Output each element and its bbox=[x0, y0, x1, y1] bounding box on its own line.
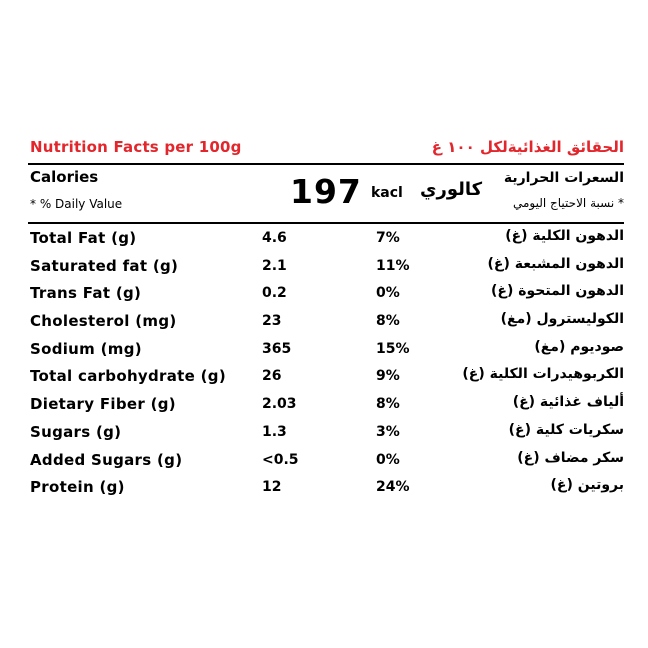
nutrient-value: 2.1 bbox=[262, 257, 287, 274]
nutrient-name-arabic: الدهون المتحوة (غ) bbox=[491, 283, 624, 300]
calories-label: Calories bbox=[30, 168, 99, 186]
nutrient-value: 12 bbox=[262, 479, 282, 496]
nutrient-table bbox=[28, 225, 624, 502]
nutrient-percent: 0% bbox=[376, 451, 400, 468]
nutrient-value: 2.03 bbox=[262, 396, 297, 413]
nutrient-name: Total carbohydrate (g) bbox=[30, 367, 226, 386]
nutrient-row-trans-fat bbox=[28, 280, 624, 308]
nutrient-name-arabic: الدهون المشبعة (غ) bbox=[487, 255, 624, 272]
nutrient-name: Cholesterol (mg) bbox=[30, 312, 177, 331]
nutrition-facts-panel bbox=[28, 138, 624, 164]
calories-unit-arabic: كالوري bbox=[420, 179, 483, 200]
calories-label-arabic: السعرات الحرارية bbox=[503, 170, 624, 186]
calories-unit-english: kacl bbox=[371, 185, 403, 201]
daily-value-label: * % Daily Value bbox=[30, 197, 123, 211]
nutrition-header bbox=[28, 138, 624, 164]
nutrient-percent: 8% bbox=[376, 396, 400, 413]
nutrient-percent: 11% bbox=[376, 257, 410, 274]
nutrient-row-sodium bbox=[28, 336, 624, 364]
nutrient-name-arabic: الدهون الكلية (غ) bbox=[505, 228, 624, 244]
nutrient-value: 4.6 bbox=[262, 230, 287, 246]
nutrient-name: Dietary Fiber (g) bbox=[30, 395, 176, 414]
nutrient-percent: 15% bbox=[376, 340, 410, 357]
nutrient-row-total-fat bbox=[28, 225, 624, 253]
nutrient-percent: 7% bbox=[376, 230, 400, 246]
nutrient-name: Added Sugars (g) bbox=[30, 450, 183, 469]
nutrient-row-added-sugars bbox=[28, 447, 624, 475]
nutrient-value: <0.5 bbox=[262, 451, 299, 468]
nutrient-name: Sugars (g) bbox=[30, 422, 122, 441]
title-arabic: الحقائق الغذائيةلكل ١٠٠ غ bbox=[431, 138, 624, 156]
nutrient-row-cholesterol bbox=[28, 308, 624, 336]
nutrient-name-arabic: سكر مضاف (غ) bbox=[517, 449, 624, 466]
calories-divider bbox=[28, 222, 624, 224]
nutrient-name: Trans Fat (g) bbox=[30, 284, 142, 303]
nutrient-value: 1.3 bbox=[262, 423, 287, 440]
nutrient-value: 365 bbox=[262, 340, 292, 357]
calories-value: 197 bbox=[290, 172, 362, 211]
nutrient-name-arabic: بروتين (غ) bbox=[550, 477, 624, 494]
title-english: Nutrition Facts per 100g bbox=[30, 138, 242, 156]
nutrient-row-sugars bbox=[28, 419, 624, 447]
nutrient-percent: 9% bbox=[376, 368, 400, 385]
nutrient-name-arabic: الكربوهيدرات الكلية (غ) bbox=[462, 366, 624, 383]
nutrient-row-total-carbohydrate bbox=[28, 363, 624, 391]
daily-value-label-arabic: * نسبة الاحتياج اليومي bbox=[512, 196, 624, 210]
nutrient-name-arabic: سكريات كلية (غ) bbox=[508, 421, 624, 438]
nutrient-name: Protein (g) bbox=[30, 478, 125, 497]
nutrient-value: 26 bbox=[262, 368, 282, 385]
calories-block bbox=[28, 164, 624, 220]
nutrient-percent: 8% bbox=[376, 313, 400, 330]
nutrient-row-protein bbox=[28, 474, 624, 502]
nutrient-value: 23 bbox=[262, 313, 282, 330]
nutrient-value: 0.2 bbox=[262, 285, 287, 302]
nutrient-name: Saturated fat (g) bbox=[30, 256, 179, 275]
nutrient-name-arabic: صوديوم (مغ) bbox=[534, 338, 624, 355]
nutrient-name: Total Fat (g) bbox=[30, 229, 137, 247]
nutrient-name-arabic: الكوليسترول (مغ) bbox=[500, 311, 624, 328]
nutrient-name: Sodium (mg) bbox=[30, 339, 142, 358]
nutrient-row-saturated-fat bbox=[28, 253, 624, 281]
nutrient-percent: 24% bbox=[376, 479, 410, 496]
nutrient-name-arabic: ألياف غذائية (غ) bbox=[512, 394, 624, 411]
nutrient-percent: 3% bbox=[376, 423, 400, 440]
nutrient-row-dietary-fiber bbox=[28, 391, 624, 419]
nutrient-percent: 0% bbox=[376, 285, 400, 302]
